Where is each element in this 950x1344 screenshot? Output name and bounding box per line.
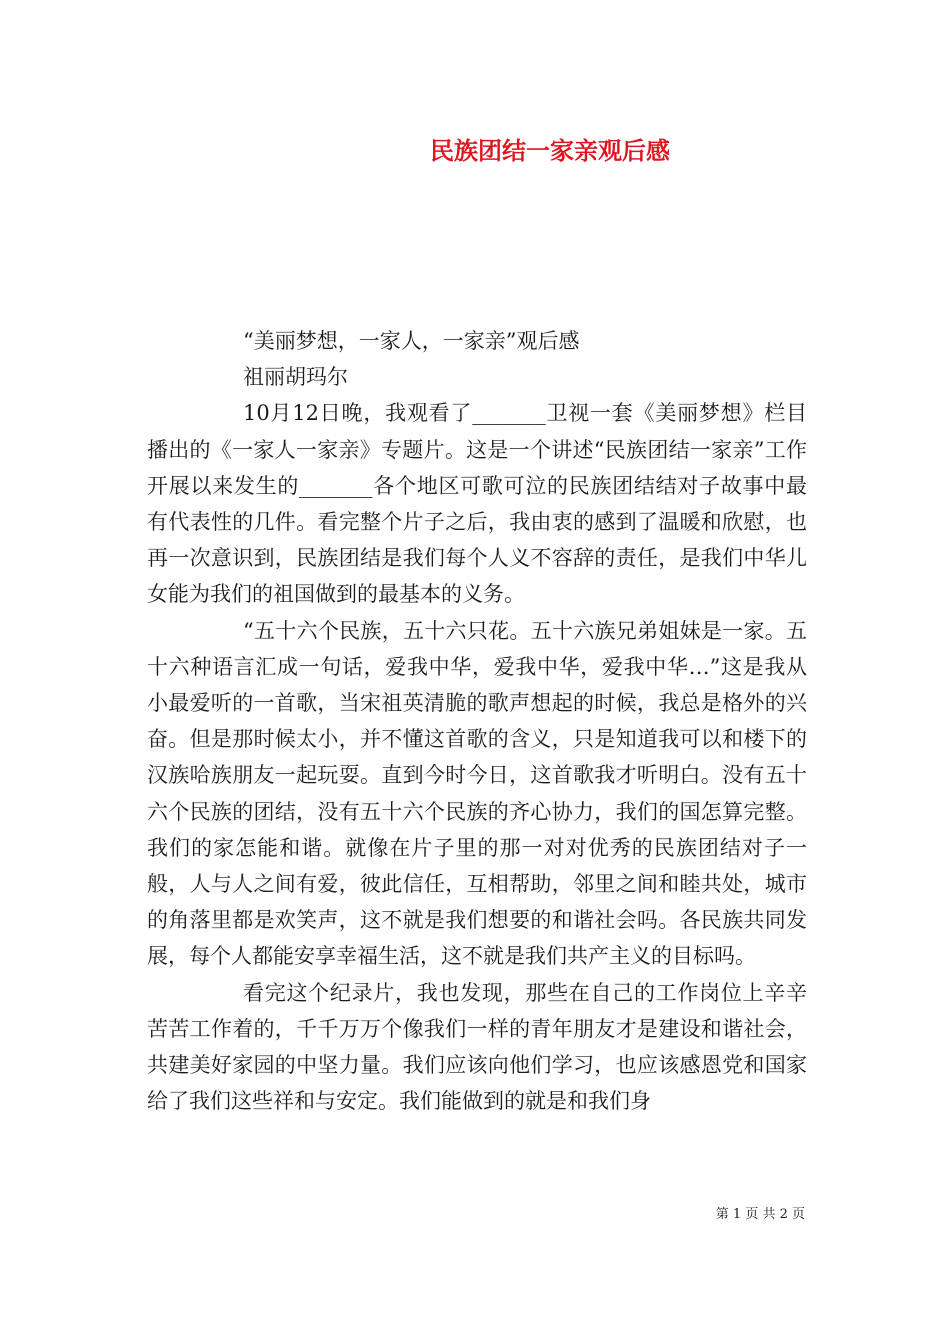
- document-author: 祖丽胡玛尔: [243, 365, 348, 390]
- paragraph-1: 10月12日晚，我观看了_______卫视一套《美丽梦想》栏目播出的《一家人一家亲》专题片。这是一个讲述“民族团结一家亲”工作开展以来发生的_______各个地区可歌可泣的民族团结结对子故事中最有代表性的几件。看完整个片子之后，我由衷的感到了温暖和欣慰，也再一次意识到，民族团结是我们每个人义不容辞的责任，是我们中华儿女能为我们的祖国做到的最基本的义务。: [147, 401, 807, 607]
- paragraph-2: “五十六个民族，五十六只花。五十六族兄弟姐妹是一家。五十六种语言汇成一句话，爱我中华，爱我中华，爱我中华…”这是我从小最爱听的一首歌，当宋祖英清脆的歌声想起的时候，我总是格外的兴奋。但是那时候太小，并不懂这首歌的含义，只是知道我可以和楼下的汉族哈族朋友一起玩耍。直到今时今日，这首歌我才听明白。没有五十六个民族的团结，没有五十六个民族的齐心协力，我们的国怎算完整。我们的家怎能和谐。就像在片子里的那一对对优秀的民族团结对子一般，人与人之间有爱，彼此信任，互相帮助，邻里之间和睦共处，城市的角落里都是欢笑声，这不就是我们想要的和谐社会吗。各民族共同发展，每个人都能安享幸福生活，这不就是我们共产主义的目标吗。: [147, 618, 807, 969]
- page-title: 民族团结一家亲观后感: [430, 137, 670, 165]
- paragraph-3: 看完这个纪录片，我也发现，那些在自己的工作岗位上辛辛苦苦工作着的，千千万万个像我们一样的青年朋友才是建设和谐社会，共建美好家园的中坚力量。我们应该向他们学习，也应该感恩党和国家给了我们这些祥和与安定。我们能做到的就是和我们身: [147, 980, 807, 1114]
- page-number-footer: 第 1 页 共 2 页: [715, 1207, 805, 1222]
- document-subtitle: “美丽梦想，一家人，一家亲”观后感: [243, 329, 580, 353]
- document-body: [147, 323, 807, 1119]
